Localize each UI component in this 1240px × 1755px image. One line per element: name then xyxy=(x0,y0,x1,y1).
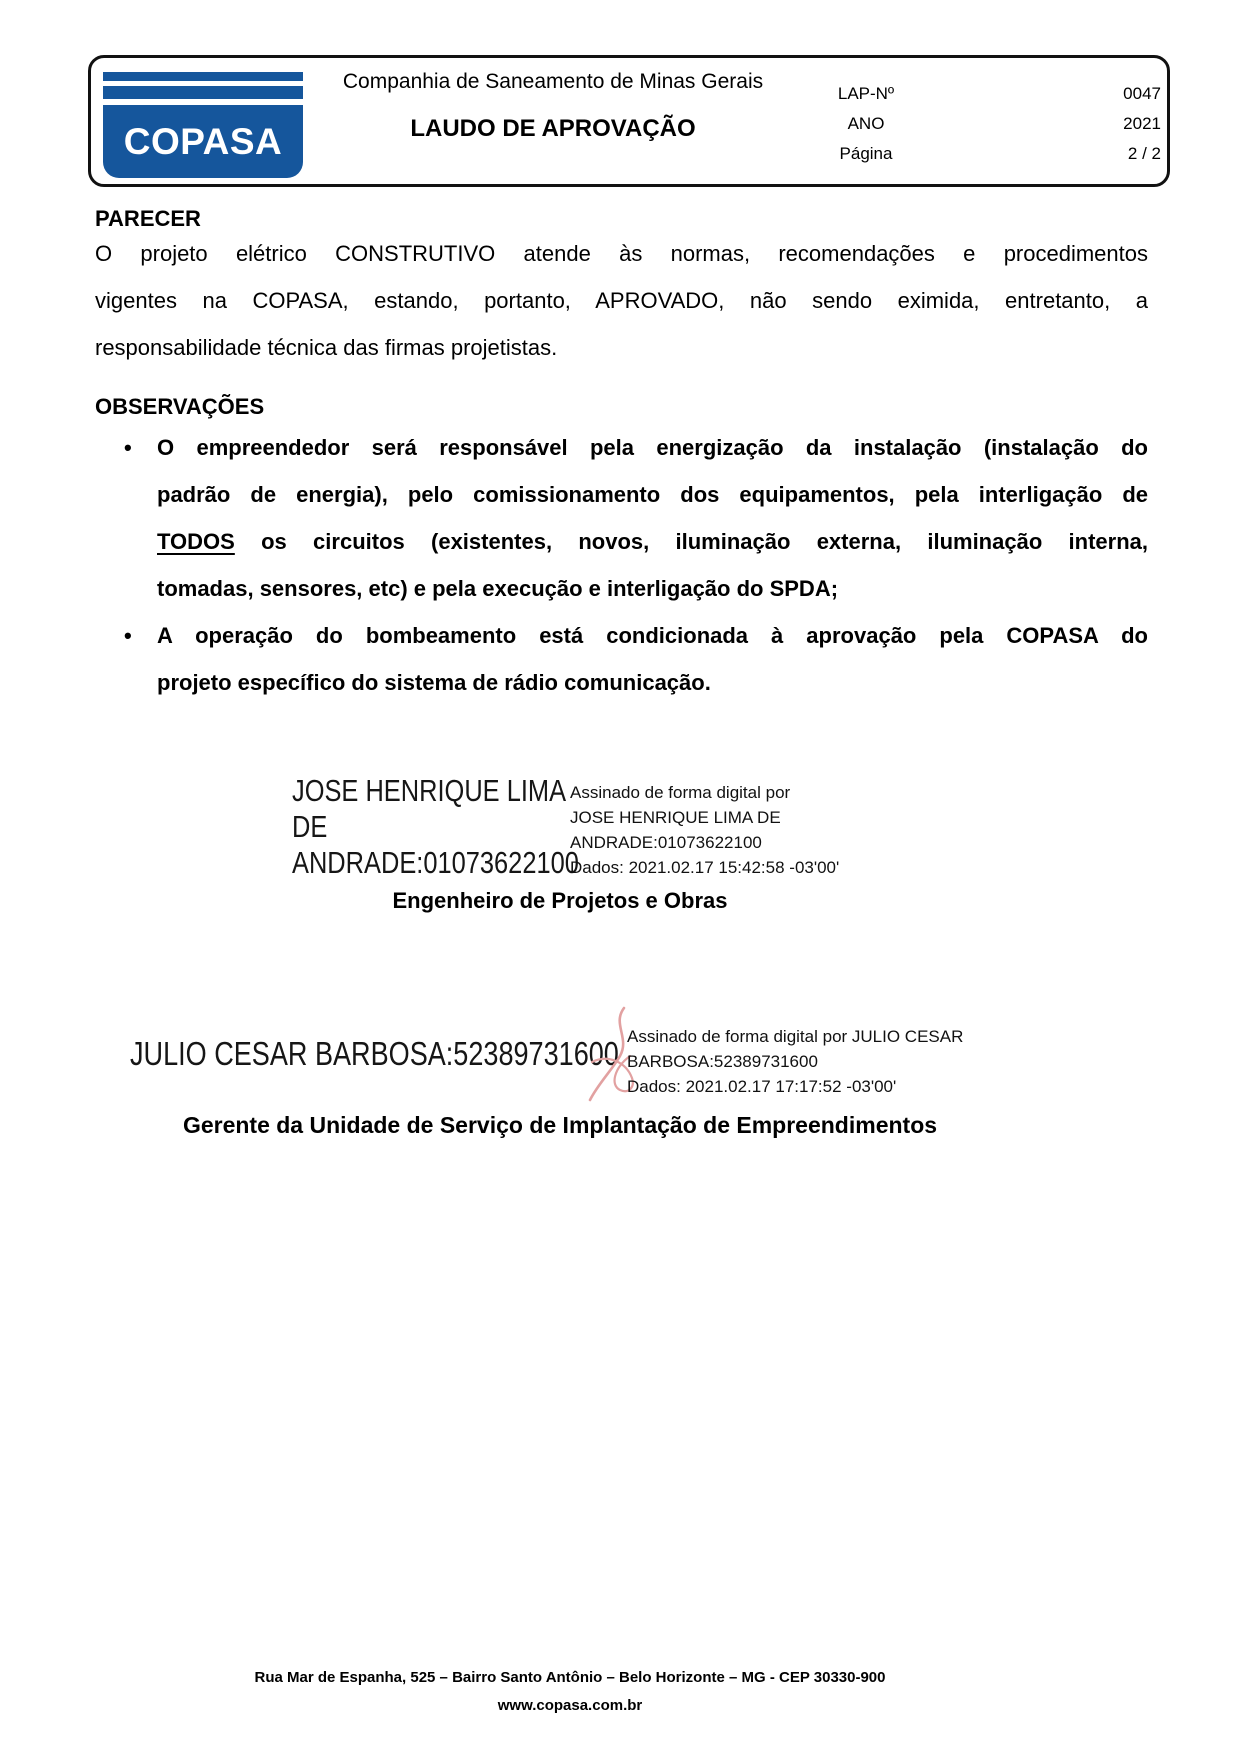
field-value-lap: 0047 xyxy=(1123,84,1161,103)
observacao-item xyxy=(124,612,1148,706)
signature-name-line: JULIO CESAR BARBOSA:52389731600 xyxy=(130,1035,619,1072)
footer-website: www.copasa.com.br xyxy=(497,1697,643,1714)
signature-name-line: DE xyxy=(292,809,328,844)
parecer-line: responsabilidade técnica das firmas projetistas. xyxy=(95,335,558,360)
stamp-line: JOSE HENRIQUE LIMA DE xyxy=(570,808,781,827)
observacao-line: padrão de energia), pelo comissionamento dos equipamentos, pela interligação de xyxy=(157,482,1148,507)
field-label-lap: LAP-Nº xyxy=(837,84,895,103)
signature-stamp-jose[interactable] xyxy=(570,780,839,880)
stamp-line: Dados: 2021.02.17 17:17:52 -03'00' xyxy=(627,1077,897,1096)
field-value-pagina: 2 / 2 xyxy=(1127,144,1161,163)
signature-name-jose[interactable] xyxy=(292,773,579,881)
stamp-line: ANDRADE:01073622100 xyxy=(570,833,762,852)
observacao-line: A operação do bombeamento está condicionada à aprovação pela COPASA do xyxy=(157,623,1148,648)
stamp-line: Assinado de forma digital por JULIO CESAR xyxy=(627,1027,964,1046)
observacao-item xyxy=(124,424,1148,612)
document-title: LAUDO DE APROVAÇÃO xyxy=(410,115,696,142)
parecer-paragraph xyxy=(95,230,1148,371)
signature-name-line: ANDRADE:01073622100 xyxy=(292,845,579,880)
observacao-line: O empreendedor será responsável pela energização da instalação (instalação do xyxy=(157,435,1148,460)
parecer-line: vigentes na COPASA, estando, portanto, APROVADO, não sendo eximida, entretanto, a xyxy=(95,288,1148,313)
observacao-line: projeto específico do sistema de rádio comunicação. xyxy=(157,670,711,695)
field-label-ano: ANO xyxy=(847,114,885,133)
observacao-line xyxy=(157,518,1148,565)
underlined-word: TODOS xyxy=(157,529,235,554)
company-name: Companhia de Saneamento de Minas Gerais xyxy=(342,70,764,93)
signer-role-gerente: Gerente da Unidade de Serviço de Implantação de Empreendimentos xyxy=(182,1112,938,1138)
footer-address: Rua Mar de Espanha, 525 – Bairro Santo Antônio – Belo Horizonte – MG - CEP 30330-900 xyxy=(254,1669,886,1686)
observacoes-heading: OBSERVAÇÕES xyxy=(95,394,265,419)
field-value-ano: 2021 xyxy=(1123,114,1161,133)
signature-name-julio[interactable] xyxy=(130,1036,619,1072)
stamp-line: BARBOSA:52389731600 xyxy=(627,1052,818,1071)
signature-name-line: JOSE HENRIQUE LIMA xyxy=(292,773,567,808)
observacao-line: tomadas, sensores, etc) e pela execução e interligação do SPDA; xyxy=(157,576,839,601)
document-header xyxy=(88,55,1170,187)
parecer-heading: PARECER xyxy=(95,206,201,231)
signer-role-engenheiro: Engenheiro de Projetos e Obras xyxy=(392,888,728,913)
parecer-line: O projeto elétrico CONSTRUTIVO atende às normas, recomendações e procedimentos xyxy=(95,241,1148,266)
field-label-pagina: Página xyxy=(839,144,893,163)
bullet-icon: • xyxy=(124,623,132,648)
logo-wordmark: COPASA xyxy=(123,120,283,162)
page-footer xyxy=(0,1664,1140,1720)
stamp-line: Dados: 2021.02.17 15:42:58 -03'00' xyxy=(570,858,840,877)
bullet-icon: • xyxy=(124,435,132,460)
signature-stamp-julio[interactable] xyxy=(627,1024,963,1099)
stamp-line: Assinado de forma digital por xyxy=(570,783,791,802)
observacao-line-rest: os circuitos (existentes, novos, iluminação externa, iluminação interna, xyxy=(234,529,1148,554)
